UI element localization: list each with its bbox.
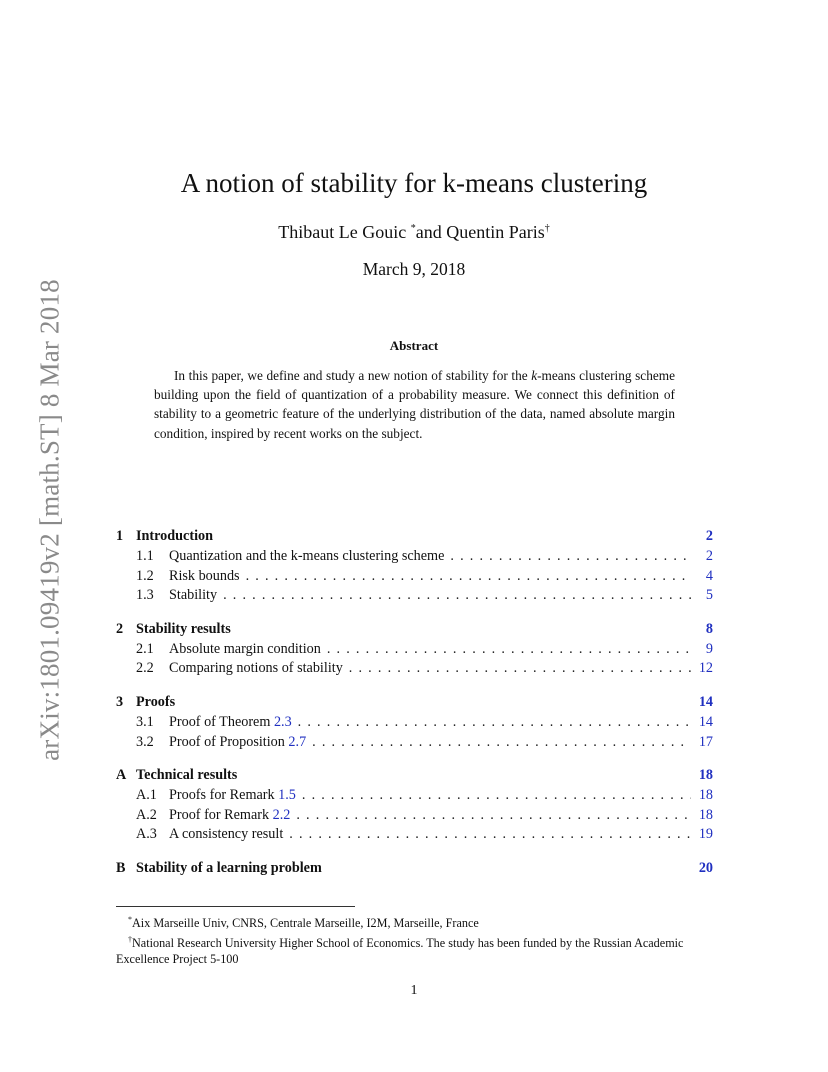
footnote-1: *Aix Marseille Univ, CNRS, Centrale Marseille, I2M, Marseille, France [128, 915, 479, 930]
page-number: 1 [410, 983, 418, 998]
toc-subsection[interactable] [116, 787, 713, 807]
toc-subsection-page-link[interactable]: 14 [698, 713, 713, 730]
toc-subsection-title-text[interactable]: Quantization and the k-means clustering scheme [169, 548, 445, 564]
toc-subsection-title[interactable] [169, 807, 290, 824]
toc-subsection-number: A.3 [136, 826, 157, 843]
toc-subsection-number: 3.1 [136, 713, 154, 730]
toc-section-page-link[interactable]: 8 [705, 620, 713, 637]
cross-reference-link[interactable]: 1.5 [278, 787, 296, 804]
toc-subsection-title[interactable] [169, 826, 283, 843]
footnotes [116, 912, 714, 968]
toc-gap [116, 753, 713, 767]
toc-dot-leader [349, 660, 691, 677]
toc-subsection-page-link[interactable]: 4 [705, 567, 713, 584]
toc-section-title[interactable]: Proofs [136, 693, 176, 710]
toc-subsection-number: 1.3 [136, 587, 154, 604]
toc-section[interactable] [116, 621, 713, 641]
toc-gap [116, 846, 713, 860]
footnote-2: †National Research University Higher School of Economics. The study has been funded by the Russian Academic Excellence Project 5-100 [116, 934, 684, 966]
paper-title: A notion of stability for k-means clustering [180, 168, 648, 198]
toc-subsection[interactable] [116, 548, 713, 568]
toc-subsection-number: A.1 [136, 787, 157, 804]
toc-subsection[interactable] [116, 660, 713, 680]
abstract-paragraph: In this paper, we define and study a new notion of stability for the k-means clustering scheme building upon the field of quantization of a probability measure. We connect this definition of stability to a geometric feature of the underlying distribution of the data, named absolute margin condition, inspired by recent works on the subject. [154, 368, 675, 441]
toc-subsection-title[interactable] [169, 787, 296, 804]
cross-reference-link[interactable]: 2.7 [288, 733, 307, 750]
abstract-heading: Abstract [389, 338, 439, 353]
author-1: Thibaut Le Gouic [278, 222, 411, 242]
toc-subsection-title[interactable] [169, 660, 343, 677]
toc-subsection[interactable] [116, 641, 713, 661]
toc-subsection-number: 2.1 [136, 640, 154, 657]
toc-subsection[interactable] [116, 734, 713, 754]
toc-section-page-link[interactable]: 20 [698, 859, 713, 876]
toc-section[interactable] [116, 694, 713, 714]
toc-subsection-title-text[interactable]: Proof of Theorem [169, 713, 274, 730]
toc-subsection[interactable] [116, 587, 713, 607]
paper-date: March 9, 2018 [362, 259, 466, 279]
author-1-footnote-mark[interactable]: * [410, 223, 416, 234]
toc-subsection-title-text[interactable]: Proof for Remark [169, 806, 273, 823]
toc-subsection-title-text[interactable]: Stability [169, 587, 218, 604]
toc-dot-leader [312, 734, 691, 751]
toc-dot-leader [246, 568, 691, 585]
toc-subsection-number: 2.2 [136, 660, 154, 677]
toc-subsection-title[interactable] [169, 568, 240, 585]
toc-subsection-title[interactable] [169, 734, 306, 751]
toc-dot-leader [296, 807, 691, 824]
toc-subsection-number: 1.1 [136, 548, 154, 564]
toc-subsection-title-text[interactable]: Proofs for Remark [169, 787, 279, 804]
toc-subsection-page-link[interactable]: 18 [698, 787, 713, 804]
toc-subsection-page-link[interactable]: 18 [698, 806, 713, 823]
toc-subsection-page-link[interactable]: 9 [705, 640, 713, 657]
toc-subsection[interactable] [116, 568, 713, 588]
toc-subsection-title[interactable] [169, 641, 321, 658]
toc-subsection-number: A.2 [136, 806, 157, 823]
arxiv-identifier: arXiv:1801.09419v2 [math.ST] 8 Mar 2018 [34, 279, 65, 761]
toc-dot-leader [327, 641, 691, 658]
toc-subsection-title-text[interactable]: A consistency result [169, 826, 284, 843]
authors-line [0, 222, 828, 243]
toc-dot-leader [298, 714, 691, 731]
toc-subsection-page-link[interactable]: 2 [705, 548, 713, 564]
toc-section-number: B [116, 859, 126, 876]
toc-section-number: 3 [116, 693, 124, 710]
toc-subsection-title[interactable] [169, 714, 292, 731]
toc-subsection-title[interactable] [169, 548, 444, 565]
toc-dot-leader [289, 826, 691, 843]
toc-section[interactable] [116, 767, 713, 787]
toc-section-title[interactable]: Introduction [136, 528, 213, 544]
toc-section[interactable] [116, 860, 713, 880]
toc-dot-leader [302, 787, 691, 804]
toc-section-page-link[interactable]: 18 [698, 767, 713, 784]
toc-dot-leader [223, 587, 691, 604]
toc-dot-leader [450, 548, 691, 565]
toc-subsection-title-text[interactable]: Proof of Proposition [169, 733, 289, 750]
toc-gap [116, 607, 713, 621]
toc-gap [116, 680, 713, 694]
toc-section-number: A [116, 767, 127, 784]
toc-subsection-title-text[interactable]: Comparing notions of stability [169, 660, 343, 677]
toc-subsection-page-link[interactable]: 12 [698, 660, 713, 677]
toc-subsection-title-text[interactable]: Absolute margin condition [169, 640, 321, 657]
toc-section-title[interactable]: Technical results [136, 767, 238, 784]
toc-subsection-title[interactable] [169, 587, 217, 604]
toc-section-page-link[interactable]: 2 [705, 528, 713, 544]
toc-subsection-number: 3.2 [136, 733, 154, 750]
abstract-body [154, 366, 675, 443]
toc-subsection-title-text[interactable]: Risk bounds [169, 567, 240, 584]
toc-subsection[interactable] [116, 714, 713, 734]
footnote-divider [116, 906, 355, 907]
toc-section-title[interactable]: Stability results [136, 620, 231, 637]
toc-subsection[interactable] [116, 807, 713, 827]
toc-subsection-page-link[interactable]: 5 [705, 587, 713, 604]
cross-reference-link[interactable]: 2.2 [272, 806, 291, 823]
toc-subsection[interactable] [116, 826, 713, 846]
toc-section-number: 2 [116, 620, 124, 637]
table-of-contents [116, 528, 713, 880]
toc-subsection-page-link[interactable]: 17 [698, 733, 713, 750]
toc-section-page-link[interactable]: 14 [698, 693, 713, 710]
toc-subsection-page-link[interactable]: 19 [698, 826, 713, 843]
author-2-footnote-mark[interactable]: † [544, 223, 550, 234]
toc-section-number: 1 [116, 528, 124, 544]
toc-subsection-number: 1.2 [136, 567, 154, 584]
toc-section[interactable] [116, 528, 713, 548]
author-2: and Quentin Paris [415, 222, 545, 242]
cross-reference-link[interactable]: 2.3 [273, 713, 292, 730]
toc-section-title[interactable]: Stability of a learning problem [136, 859, 322, 876]
